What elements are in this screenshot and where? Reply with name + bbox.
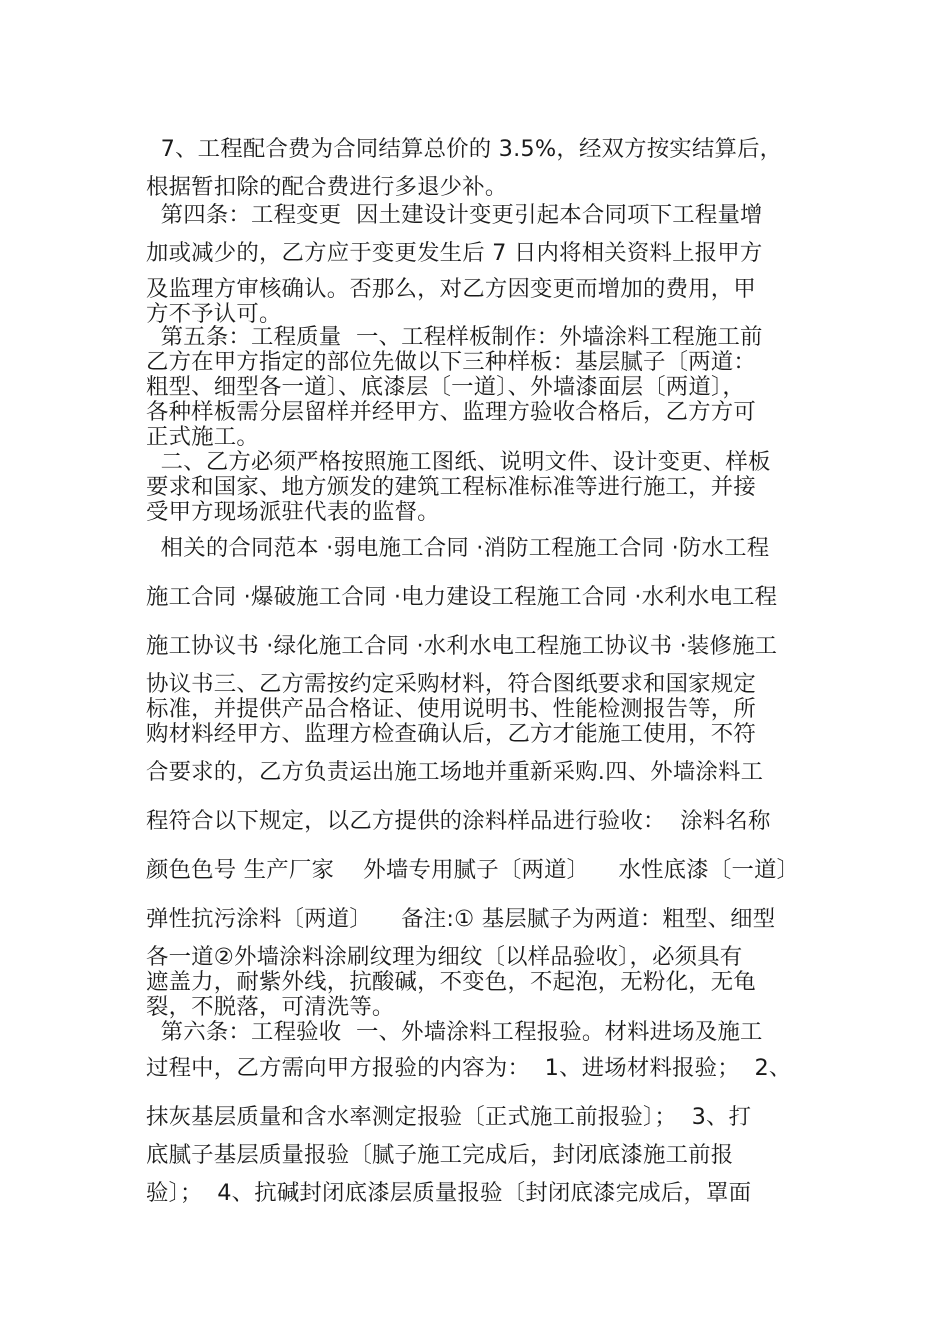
text-line: 裂，不脱落，可清洗等。 [146,994,395,1020]
text-line: 相关的合同范本 ·弱电施工合同 ·消防工程施工合同 ·防水工程 [146,535,770,561]
text-line: 底腻子基层质量报验〔腻子施工完成后，封闭底漆施工前报 [146,1142,734,1168]
text-line: 二、乙方必须严格按照施工图纸、说明文件、设计变更、样板 [146,449,771,475]
text-line: 要求和国家、地方颁发的建筑工程标准标准等进行施工，并接 [146,474,756,500]
text-line: 第五条：工程质量 一、工程样板制作：外墙涂料工程施工前 [146,324,763,350]
text-line: 加或减少的，乙方应于变更发生后 7 日内将相关资料上报甲方 [146,240,763,266]
text-line: 施工合同 ·爆破施工合同 ·电力建设工程施工合同 ·水利水电工程 [146,584,778,610]
text-line: 第四条：工程变更 因土建设计变更引起本合同项下工程量增 [146,202,763,228]
text-line: 遮盖力，耐紫外线，抗酸碱，不变色，不起泡，无粉化，无龟 [146,969,756,995]
text-line: 弹性抗污涂料〔两道〕 备注:① 基层腻子为两道：粗型、细型 [146,906,776,932]
text-line: 各一道②外墙涂料涂刷纹理为细纹〔以样品验收〕，必须具有 [146,944,743,970]
text-line: 方不予认可。 [146,301,282,327]
text-line: 购材料经甲方、监理方检查确认后，乙方才能施工使用，不符 [146,721,756,747]
text-line: 乙方在甲方指定的部位先做以下三种样板：基层腻子〔两道： [146,349,756,375]
text-line: 合要求的，乙方负责运出施工场地并重新采购.四、外墙涂料工 [146,759,764,785]
text-line: 受甲方现场派驻代表的监督。 [146,499,440,525]
text-line: 颜色色号 生产厂家 外墙专用腻子〔两道〕 水性底漆〔一道〕 [146,857,800,883]
text-line: 抹灰基层质量和含水率测定报验〔正式施工前报验〕； 3、打 [146,1104,752,1130]
text-line: 粗型、细型各一道〕、底漆层〔一道〕、外墙漆面层〔两道〕， [146,374,745,400]
text-line: 程符合以下规定，以乙方提供的涂料样品进行验收： 涂料名称 [146,808,771,834]
text-line: 及监理方审核确认。否那么，对乙方因变更而增加的费用，甲 [146,276,756,302]
text-line: 第六条：工程验收 一、外墙涂料工程报验。材料进场及施工 [146,1019,763,1045]
text-line: 施工协议书 ·绿化施工合同 ·水利水电工程施工协议书 ·装修施工 [146,633,778,659]
text-line: 验〕； 4、抗碱封闭底漆层质量报验〔封闭底漆完成后，罩面 [146,1180,752,1206]
text-line: 协议书三、乙方需按约定采购材料，符合图纸要求和国家规定 [146,671,756,697]
text-line: 标准，并提供产品合格证、使用说明书、性能检测报告等，所 [146,696,756,722]
text-line: 正式施工。 [146,424,259,450]
text-line: 过程中，乙方需向甲方报验的内容为： 1、进场材料报验； 2、 [146,1055,792,1081]
text-line: 7、工程配合费为合同结算总价的 3.5%，经双方按实结算后， [146,136,783,162]
text-line: 各种样板需分层留样并经甲方、监理方验收合格后，乙方方可 [146,399,756,425]
text-line: 根据暂扣除的配合费进行多退少补。 [146,174,508,200]
